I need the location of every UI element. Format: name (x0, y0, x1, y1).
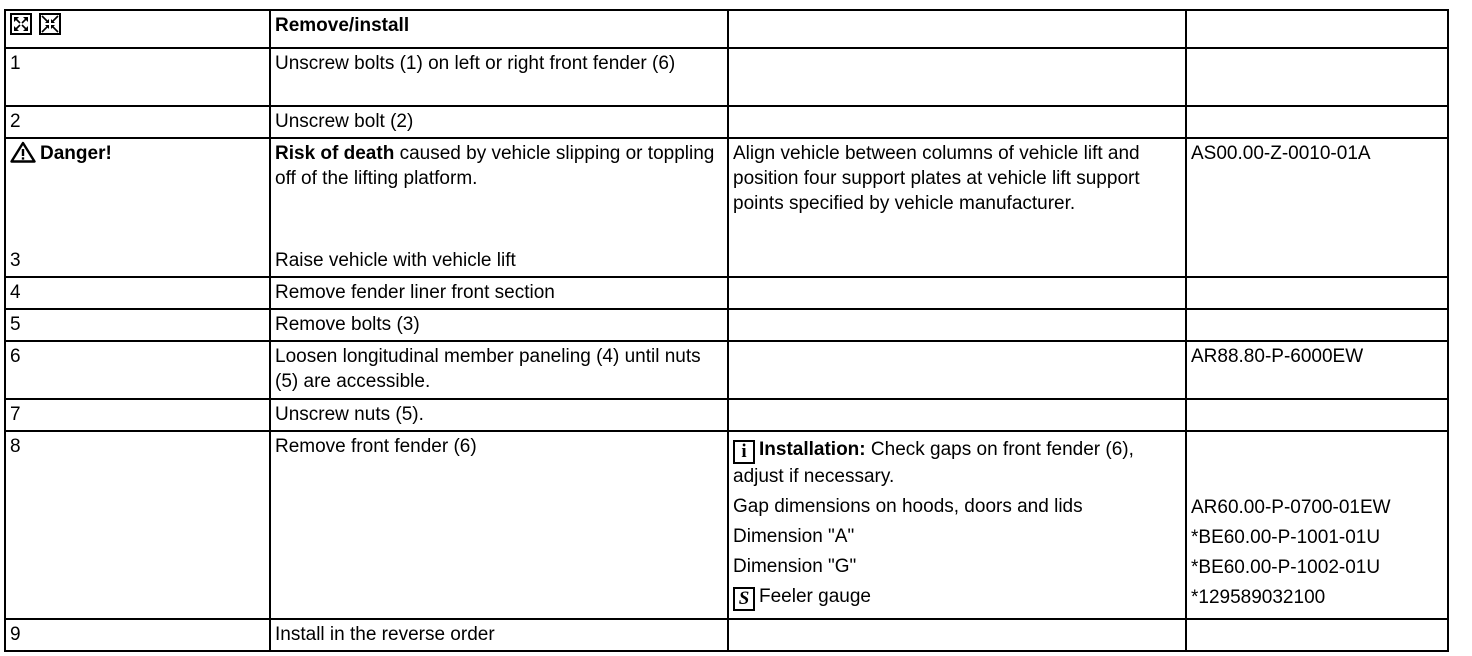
danger-detail: caused by vehicle slipping or toppling off of the lifting platform. (275, 143, 715, 189)
step-action: Remove bolts (3) (270, 309, 728, 341)
step-action: Remove fender liner front section (270, 277, 728, 309)
step-note: Align vehicle between columns of vehicle lift and position four support plates at vehicle lift support points specified by vehicle manufacturer. (728, 138, 1186, 277)
reference-link[interactable]: AS00.00-Z-0010-01A (1186, 138, 1448, 277)
step-number: 3 (10, 250, 21, 271)
step-action: Install in the reverse order (270, 619, 728, 651)
gap-item: Gap dimensions on hoods, doors and lids (733, 496, 1083, 517)
procedure-table (4, 9, 1449, 652)
danger-description (275, 143, 714, 189)
header-title: Remove/install (270, 10, 728, 48)
step-number: 4 (5, 277, 270, 309)
step-number: 1 (5, 48, 270, 106)
special-tool-icon: S (733, 587, 755, 611)
danger-bold: Risk of death (275, 143, 395, 164)
step-action: Remove front fender (6) (270, 431, 728, 619)
reference-link[interactable]: *BE60.00-P-1002-01U (1191, 557, 1381, 578)
step-number: 2 (5, 106, 270, 138)
table-header-row (5, 10, 1448, 48)
table-row (5, 309, 1448, 341)
table-row (5, 399, 1448, 431)
warning-triangle-icon (10, 141, 36, 163)
installation-text: Check gaps on front fender (6), adjust if necessary. (733, 439, 1134, 487)
reference-link[interactable]: *BE60.00-P-1001-01U (1191, 527, 1381, 548)
step-number: 8 (5, 431, 270, 619)
step-action: Raise vehicle with vehicle lift (275, 250, 516, 271)
step-action: Unscrew bolt (2) (270, 106, 728, 138)
feeler-gauge-item (733, 584, 1181, 611)
step-action: Unscrew bolts (1) on left or right front fender (6) (270, 48, 728, 106)
dimension-g-item: Dimension "G" (733, 556, 857, 577)
header-icons-cell (5, 10, 270, 48)
collapse-icon[interactable] (39, 13, 61, 35)
step-action: Unscrew nuts (5). (270, 399, 728, 431)
expand-icon[interactable] (10, 13, 32, 35)
dimension-a-item: Dimension "A" (733, 526, 855, 547)
feeler-gauge-label: Feeler gauge (759, 586, 871, 607)
step-number: 5 (5, 309, 270, 341)
info-icon: i (733, 440, 755, 464)
step-number: 9 (5, 619, 270, 651)
table-row (5, 341, 1448, 399)
danger-label (10, 141, 265, 166)
table-row (5, 619, 1448, 651)
table-row (5, 48, 1448, 106)
reference-link[interactable]: AR88.80-P-6000EW (1186, 341, 1448, 399)
installation-label: Installation: (759, 439, 866, 460)
table-row (5, 431, 1448, 619)
installation-note (733, 437, 1181, 489)
table-row (5, 277, 1448, 309)
step-action: Loosen longitudinal member paneling (4) until nuts (5) are accessible. (270, 341, 728, 399)
step-number: 7 (5, 399, 270, 431)
step-number: 6 (5, 341, 270, 399)
table-row (5, 106, 1448, 138)
reference-link[interactable]: AR60.00-P-0700-01EW (1191, 497, 1391, 518)
reference-link[interactable]: *129589032100 (1191, 587, 1326, 608)
danger-text: Danger! (40, 143, 112, 164)
table-row (5, 138, 1448, 277)
